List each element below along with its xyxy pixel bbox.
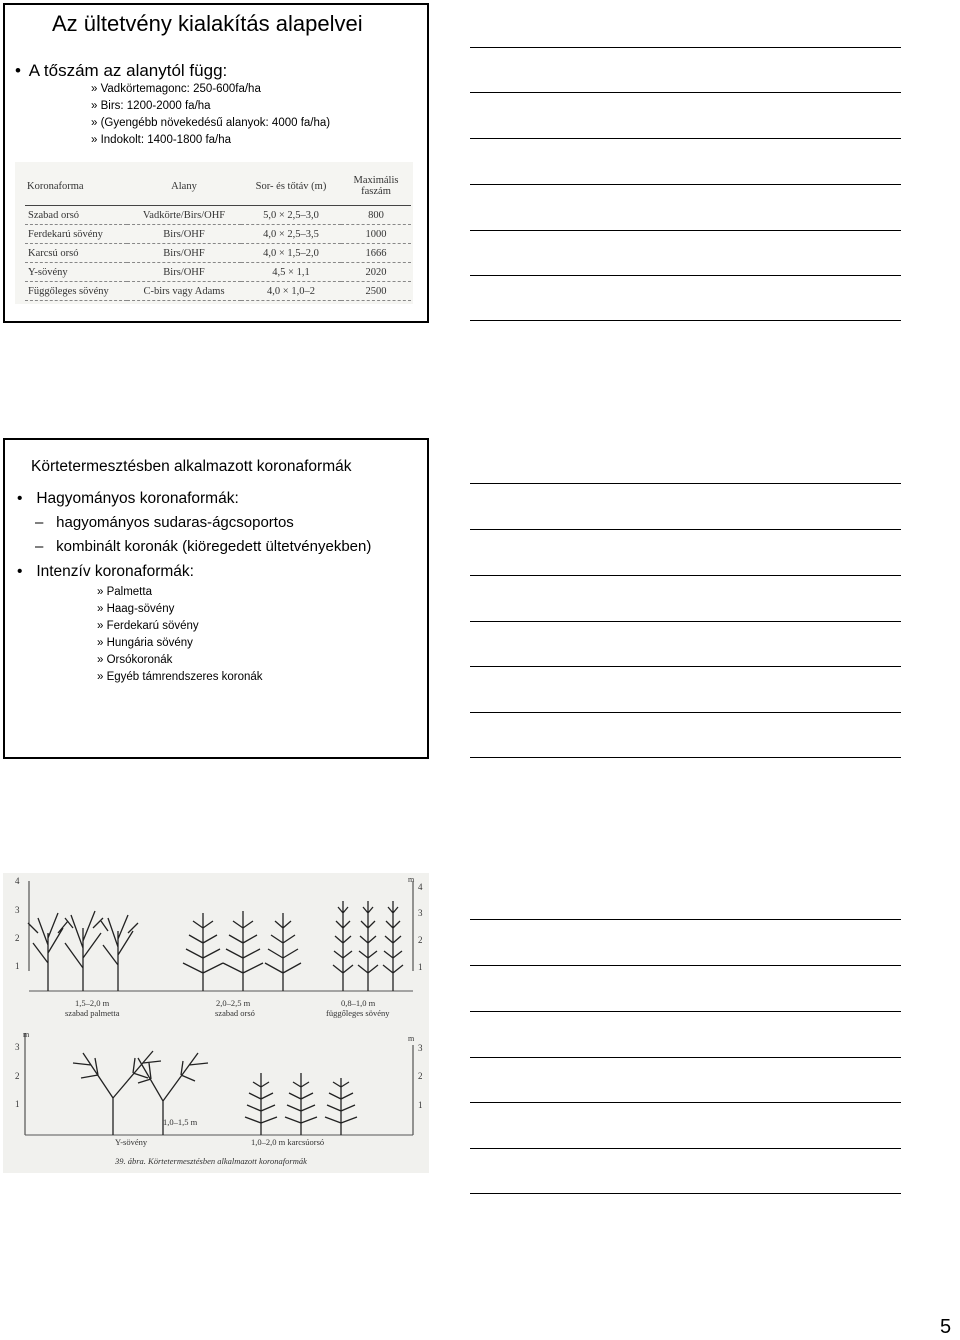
scale-label: 4 bbox=[15, 876, 20, 886]
scale-label: 3 bbox=[15, 1042, 20, 1052]
scale-label: 3 bbox=[418, 1043, 423, 1053]
note-line bbox=[470, 1011, 901, 1012]
table-cell: Ferdekarú sövény bbox=[25, 225, 127, 244]
figure-label: szabad orsó bbox=[215, 1008, 255, 1018]
note-line bbox=[470, 230, 901, 231]
slide-2-bullet: • Hagyományos koronaformák: bbox=[17, 490, 239, 507]
slide-2 bbox=[3, 438, 429, 759]
table-row bbox=[25, 263, 411, 282]
note-line bbox=[470, 320, 901, 321]
table-cell: 2020 bbox=[341, 263, 411, 282]
table-cell: Szabad orsó bbox=[25, 206, 127, 225]
scale-label: 2 bbox=[15, 1071, 20, 1081]
scale-label: m bbox=[408, 875, 415, 884]
figure-label: 2,0–2,5 m bbox=[216, 998, 251, 1008]
slide-1-bullet: • A tőszám az alanytól függ: bbox=[15, 61, 228, 80]
note-line bbox=[470, 919, 901, 920]
table-cell: 1666 bbox=[341, 244, 411, 263]
slide-1 bbox=[3, 3, 429, 323]
table-row bbox=[25, 282, 411, 301]
note-line bbox=[470, 1193, 901, 1194]
slide-2-dash-item: – kombinált koronák (kiöregedett ültetvényekben) bbox=[35, 538, 372, 555]
note-line bbox=[470, 757, 901, 758]
note-line bbox=[470, 138, 901, 139]
table-header: Sor- és tőtáv (m) bbox=[241, 167, 341, 206]
table-cell: 2500 bbox=[341, 282, 411, 301]
table-row bbox=[25, 206, 411, 225]
note-line bbox=[470, 1148, 901, 1149]
note-line bbox=[470, 184, 901, 185]
slide-2-sub-item: » Ferdekarú sövény bbox=[97, 620, 199, 632]
table-header: Koronaforma bbox=[25, 167, 127, 206]
figure-label: 1,0–2,0 m karcsúorsó bbox=[251, 1137, 325, 1147]
table-cell: 5,0 × 2,5–3,0 bbox=[241, 206, 341, 225]
note-line bbox=[470, 666, 901, 667]
table-cell: Birs/OHF bbox=[127, 263, 241, 282]
table-cell: Vadkörte/Birs/OHF bbox=[127, 206, 241, 225]
slide-2-sub-item: » Hungária sövény bbox=[97, 637, 193, 649]
note-line bbox=[470, 529, 901, 530]
table-cell: 4,5 × 1,1 bbox=[241, 263, 341, 282]
slide-1-sub-item: » Indokolt: 1400-1800 fa/ha bbox=[91, 134, 232, 146]
slide-1-title: Az ültetvény kialakítás alapelvei bbox=[52, 11, 363, 36]
table-cell: 800 bbox=[341, 206, 411, 225]
slide-2-title: Körtetermesztésben alkalmazott koronaformák bbox=[31, 458, 352, 475]
note-line bbox=[470, 483, 901, 484]
karcsuorso-trees bbox=[245, 1073, 357, 1135]
scale-label: 3 bbox=[418, 908, 423, 918]
scale-label: 1 bbox=[418, 962, 423, 972]
table-row bbox=[25, 225, 411, 244]
note-line bbox=[470, 1057, 901, 1058]
figure-label: Y-sövény bbox=[115, 1137, 148, 1147]
slide-1-sub-item: » Vadkörtemagonc: 250-600fa/ha bbox=[91, 83, 261, 95]
scale-label: 2 bbox=[418, 935, 423, 945]
table-cell: 4,0 × 1,0–2 bbox=[241, 282, 341, 301]
table-cell: 4,0 × 1,5–2,0 bbox=[241, 244, 341, 263]
palmetta-trees bbox=[28, 911, 138, 991]
note-line bbox=[470, 965, 901, 966]
table-cell: Birs/OHF bbox=[127, 244, 241, 263]
table-header: Maximális faszám bbox=[341, 167, 411, 206]
scale-label: 1 bbox=[15, 1099, 20, 1109]
table-cell: 1000 bbox=[341, 225, 411, 244]
scale-label: 2 bbox=[418, 1071, 423, 1081]
figure-label: 0,8–1,0 m bbox=[341, 998, 376, 1008]
slide-1-sub-item: » (Gyengébb növekedésű alanyok: 4000 fa/ha) bbox=[91, 117, 331, 129]
table-cell: Karcsú orsó bbox=[25, 244, 127, 263]
note-line bbox=[470, 712, 901, 713]
slide-2-sub-item: » Haag-sövény bbox=[97, 603, 175, 615]
note-line bbox=[470, 1102, 901, 1103]
figure-caption: 39. ábra. Körtetermesztésben alkalmazott koronaformák bbox=[115, 1156, 307, 1166]
scale-label: 2 bbox=[15, 933, 20, 943]
slide-2-sub-item: » Orsókoronák bbox=[97, 654, 173, 666]
scale-label: 1 bbox=[418, 1100, 423, 1110]
scale-label: m bbox=[408, 1034, 415, 1043]
figure-label: 1,5–2,0 m bbox=[75, 998, 110, 1008]
crown-forms-figure bbox=[3, 873, 429, 1173]
note-line bbox=[470, 621, 901, 622]
scale-label: 1 bbox=[15, 961, 20, 971]
scale-label: 4 bbox=[418, 882, 423, 892]
scale-label: 3 bbox=[15, 905, 20, 915]
planting-table bbox=[25, 167, 411, 301]
scale-label: m bbox=[23, 1030, 30, 1039]
table-cell: Birs/OHF bbox=[127, 225, 241, 244]
slide-2-sub-item: » Egyéb támrendszeres koronák bbox=[97, 671, 263, 683]
szabad-orso-trees bbox=[183, 911, 301, 991]
page-number: 5 bbox=[940, 1316, 952, 1338]
table-header: Alany bbox=[127, 167, 241, 206]
figure-label: szabad palmetta bbox=[65, 1008, 120, 1018]
slide-2-dash-item: – hagyományos sudaras-ágcsoportos bbox=[35, 514, 294, 531]
figure-label: függőleges sövény bbox=[326, 1008, 390, 1018]
table-row bbox=[25, 244, 411, 263]
slide-3-figure bbox=[3, 873, 429, 1173]
fuggoleges-soveny-trees bbox=[333, 901, 403, 991]
table-cell: C-birs vagy Adams bbox=[127, 282, 241, 301]
table-cell: Y-sövény bbox=[25, 263, 127, 282]
note-line bbox=[470, 47, 901, 48]
table-cell: 4,0 × 2,5–3,5 bbox=[241, 225, 341, 244]
figure-label: 1,0–1,5 m bbox=[163, 1117, 198, 1127]
slide-1-sub-item: » Birs: 1200-2000 fa/ha bbox=[91, 100, 211, 112]
planting-table-image bbox=[15, 162, 413, 304]
slide-2-bullet: • Intenzív koronaformák: bbox=[17, 563, 194, 580]
note-line bbox=[470, 575, 901, 576]
table-cell: Függőleges sövény bbox=[25, 282, 127, 301]
note-line bbox=[470, 92, 901, 93]
slide-2-sub-item: » Palmetta bbox=[97, 586, 152, 598]
note-line bbox=[470, 275, 901, 276]
